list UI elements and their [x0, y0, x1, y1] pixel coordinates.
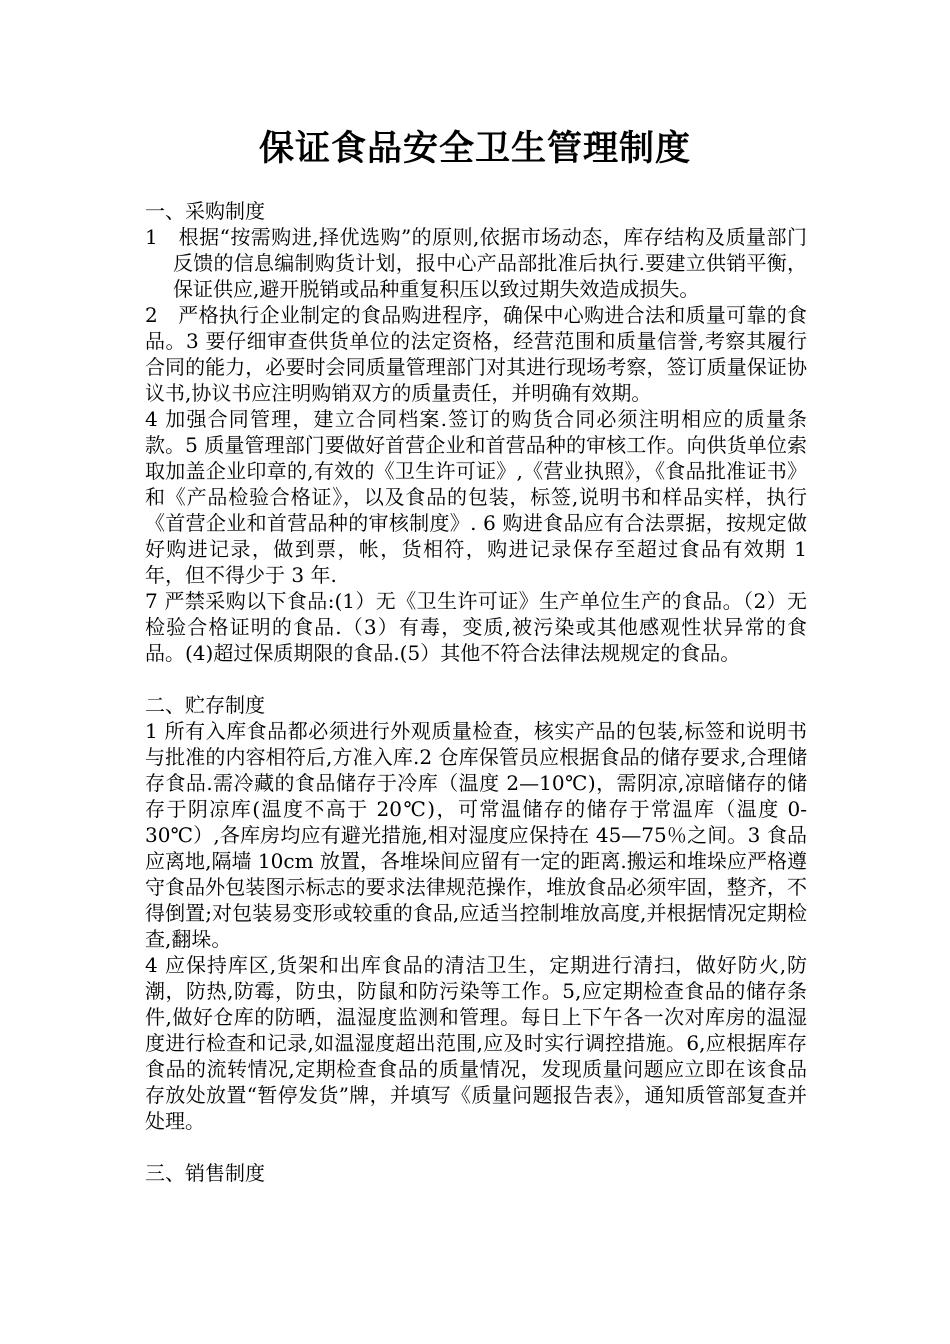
- purchase-paragraph-1: 1 根据“按需购进,择优选购”的原则,依据市场动态，库存结构及质量部门反馈的信息编制购货计划，报中心产品部批准后执行.要建立供销平衡，保证供应,避开脱销或品种重复积压以致过期失效造成损失。: [145, 225, 807, 301]
- section-heading-sales: 三、销售制度: [145, 1161, 265, 1185]
- storage-paragraph-1: 1 所有入库食品都必须进行外观质量检查，核实产品的包装,标签和说明书与批准的内容相符后,方准入库.2 仓库保管员应根据食品的储存要求,合理储存食品.需冷藏的食品储存于冷库（温度 2—10℃)，需阴凉,凉暗储存的储存于阴凉库(温度不高于 20℃)，可常温储存的储存于常温库（温度 0-30℃）,各库房均应有避光措施,相对湿度应保持在 45—75％之间。3 食品应离地,隔墙 10cm 放置，各堆垛间应留有一定的距离.搬运和堆垛应严格遵守食品外包装图示标志的要求法律规范操作，堆放食品必须牢固，整齐，不得倒置;对包装易变形或较重的食品,应适当控制堆放高度,并根据情况定期检查,翻垛。: [145, 719, 807, 951]
- purchase-paragraph-2: 2 严格执行企业制定的食品购进程序，确保中心购进合法和质量可靠的食品。3 要仔细审查供货单位的法定资格，经营范围和质量信誉,考察其履行合同的能力，必要时会同质量管理部门对其进行现场考察，签订质量保证协议书,协议书应注明购销双方的质量责任，并明确有效期。: [145, 303, 807, 405]
- section-heading-storage: 二、贮存制度: [145, 693, 265, 717]
- section-heading-purchase: 一、采购制度: [145, 199, 265, 223]
- storage-paragraph-2: 4 应保持库区,货架和出库食品的清洁卫生，定期进行清扫，做好防火,防潮，防热,防霉，防虫，防鼠和防污染等工作。5,应定期检查食品的储存条件,做好仓库的防晒，温湿度监测和管理。每日上下午各一次对库房的温湿度进行检查和记录,如温湿度超出范围,应及时实行调控措施。6,应根据库存食品的流转情况,定期检查食品的质量情况，发现质量问题应立即在该食品存放处放置“暂停发货”牌，并填写《质量问题报告表》，通知质管部复查并处理。: [145, 953, 807, 1133]
- purchase-paragraph-4: 7 严禁采购以下食品:(1）无《卫生许可证》生产单位生产的食品。（2）无检验合格证明的食品.（3）有毒，变质,被污染或其他感观性状异常的食品。(4)超过保质期限的食品.(5）其他不符合法律法规规定的食品。: [145, 589, 807, 665]
- section-spacer: [145, 666, 807, 692]
- purchase-paragraph-3: 4 加强合同管理，建立合同档案.签订的购货合同必须注明相应的质量条款。5 质量管理部门要做好首营企业和首营品种的审核工作。向供货单位索取加盖企业印章的,有效的《卫生许可证》,《营业执照》，《食品批准证书》和《产品检验合格证》，以及食品的包装，标签,说明书和样品实样，执行《首营企业和首营品种的审核制度》. 6 购进食品应有合法票据，按规定做好购进记录，做到票，帐，货相符，购进记录保存至超过食品有效期 1 年，但不得少于 3 年.: [145, 407, 807, 587]
- document-body: [145, 198, 807, 1186]
- document-title: 保证食品安全卫生管理制度: [258, 128, 691, 169]
- section-spacer: [145, 1134, 807, 1160]
